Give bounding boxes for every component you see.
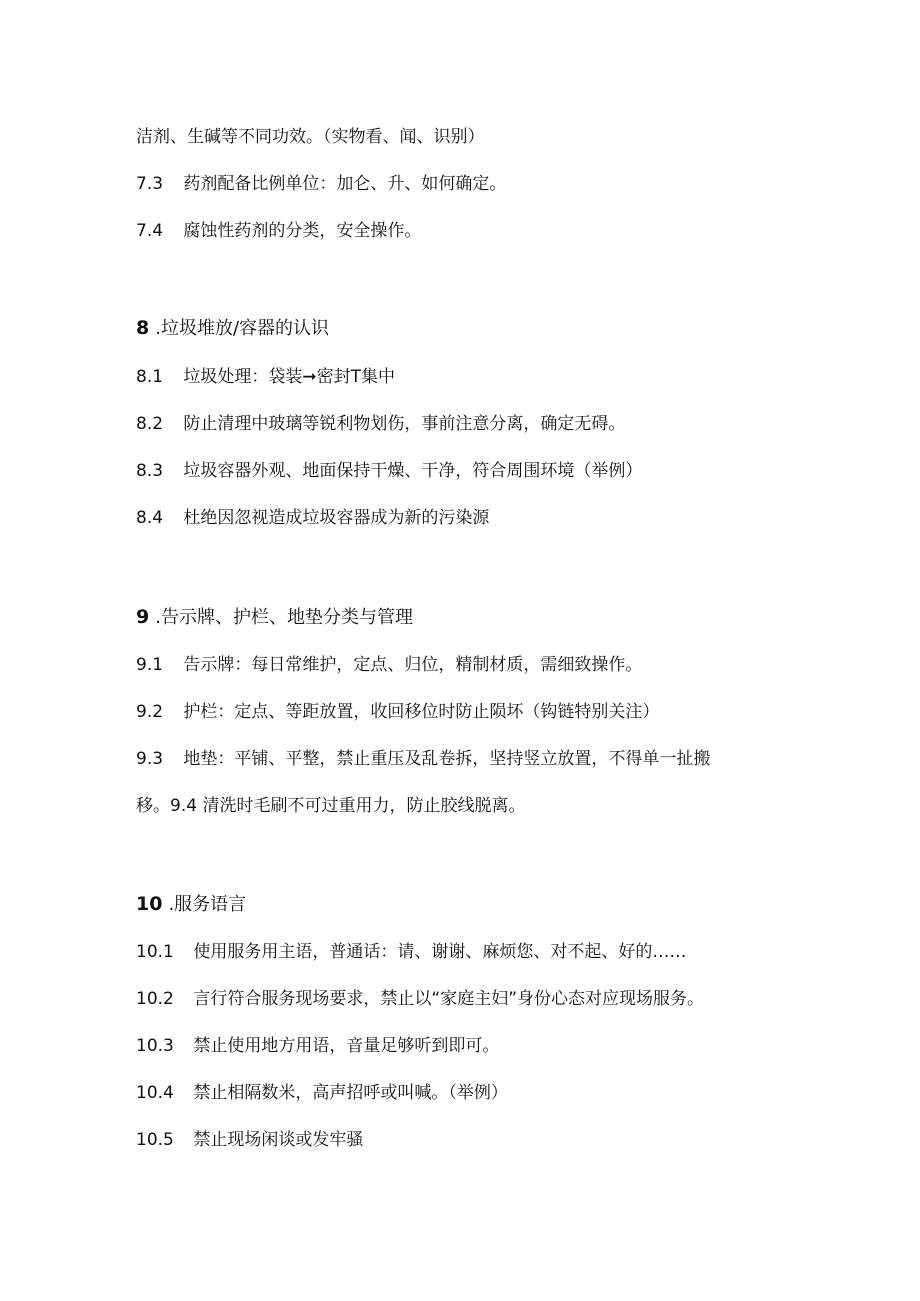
item-number: 10.5 <box>136 1130 174 1150</box>
item-number: 8.2 <box>136 414 164 434</box>
list-item-9-3-wrap <box>136 795 525 817</box>
list-item-7-3 <box>136 173 506 195</box>
item-text: 告示牌：每日常维护，定点、归位，精制材质，需细致操作。 <box>183 655 643 675</box>
section-heading-8 <box>136 316 329 341</box>
list-item-8-3 <box>136 460 642 482</box>
section-title: .垃圾堆放/容器的认识 <box>155 318 330 339</box>
section-number: 10 <box>136 893 163 915</box>
list-item-8-1 <box>136 366 395 388</box>
section-number: 8 <box>136 317 150 339</box>
list-item-10-3 <box>136 1035 499 1057</box>
list-item-9-2 <box>136 701 659 723</box>
list-item-7-4 <box>136 220 421 242</box>
item-number: 9.2 <box>136 702 164 722</box>
list-item-8-4 <box>136 507 489 529</box>
list-item-10-1 <box>136 941 686 963</box>
item-number: 9.1 <box>136 655 164 675</box>
item-number: 8.4 <box>136 508 164 528</box>
item-text: 腐蚀性药剂的分类，安全操作。 <box>183 221 422 241</box>
item-text: 言行符合服务现场要求，禁止以“家庭主妇”身份心态对应现场服务。 <box>193 989 705 1009</box>
item-number: 7.4 <box>136 221 164 241</box>
section-title: .服务语言 <box>168 894 247 915</box>
list-item-9-1 <box>136 654 642 676</box>
list-item-8-2 <box>136 413 625 435</box>
item-text: 垃圾容器外观、地面保持干燥、干净，符合周围环境（举例） <box>183 461 643 481</box>
section-title: .告示牌、护栏、地垫分类与管理 <box>155 607 413 628</box>
paragraph-continuation <box>136 126 485 148</box>
item-text: 垃圾处理：袋装➞密封T集中 <box>183 367 396 387</box>
item-text: 使用服务用主语，普通话：请、谢谢、麻烦您、对不起、好的…… <box>193 942 687 962</box>
item-number: 10.2 <box>136 989 174 1009</box>
item-text: 药剂配备比例单位：加仑、升、如何确定。 <box>183 174 507 194</box>
item-number: 10.3 <box>136 1036 174 1056</box>
paragraph-text: 洁剂、生碱等不同功效。（实物看、闻、识别） <box>136 127 485 147</box>
item-text: 禁止现场闲谈或发牢骚 <box>193 1130 364 1150</box>
list-item-10-2 <box>136 988 704 1010</box>
item-number: 10.1 <box>136 942 174 962</box>
item-number: 8.3 <box>136 461 164 481</box>
list-item-10-5 <box>136 1129 363 1151</box>
item-text: 禁止相隔数米，高声招呼或叫喊。（举例） <box>193 1083 508 1103</box>
item-number: 9.3 <box>136 749 164 769</box>
item-text: 地垫：平铺、平整，禁止重压及乱卷拆，坚持竖立放置，不得单一扯搬 <box>183 749 711 769</box>
item-text: 护栏：定点、等距放置，收回移位时防止陨坏（钩链特别关注） <box>183 702 660 722</box>
item-text: 移。9.4 清洗时毛刷不可过重用力，防止胶线脱离。 <box>136 796 526 816</box>
item-number: 7.3 <box>136 174 164 194</box>
item-text: 禁止使用地方用语，音量足够听到即可。 <box>193 1036 500 1056</box>
item-number: 10.4 <box>136 1083 174 1103</box>
item-number: 8.1 <box>136 367 164 387</box>
list-item-10-4 <box>136 1082 508 1104</box>
section-number: 9 <box>136 606 150 628</box>
list-item-9-3 <box>136 748 710 770</box>
section-heading-9 <box>136 605 413 630</box>
section-heading-10 <box>136 892 246 917</box>
item-text: 防止清理中玻璃等锐利物划伤，事前注意分离，确定无碍。 <box>183 414 626 434</box>
item-text: 杜绝因忽视造成垃圾容器成为新的污染源 <box>183 508 490 528</box>
